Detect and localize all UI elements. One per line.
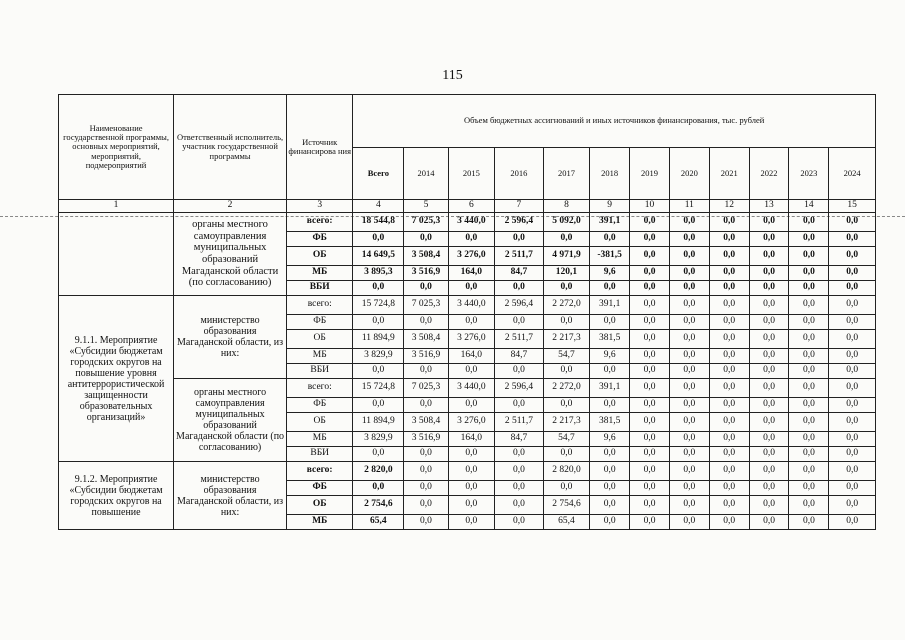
year-value-cell: 0,0 [404,496,448,515]
year-value-cell: 0,0 [749,315,789,330]
year-value-cell: 0,0 [709,398,749,413]
year-value-cell: 0,0 [448,315,494,330]
column-number: 7 [495,200,544,213]
year-value-cell: 0,0 [829,447,876,462]
year-value-cell: 0,0 [630,379,670,398]
year-value-cell: 0,0 [495,281,544,296]
year-value-cell: 2 511,7 [495,247,544,266]
source-cell: всего: [287,462,353,481]
year-value-cell: 0,0 [630,349,670,364]
column-number: 5 [404,200,448,213]
total-value-cell: 3 829,9 [353,349,404,364]
column-number: 13 [749,200,789,213]
year-value-cell: 0,0 [709,462,749,481]
year-value-cell: 0,0 [829,379,876,398]
year-value-cell: 0,0 [789,281,829,296]
year-value-cell: 0,0 [543,398,589,413]
year-value-cell: 0,0 [829,432,876,447]
source-cell: всего: [287,213,353,232]
total-value-cell: 11 894,9 [353,330,404,349]
year-value-cell: 0,0 [448,281,494,296]
year-value-cell: 0,0 [448,481,494,496]
total-value-cell: 0,0 [353,364,404,379]
total-value-cell: 0,0 [353,481,404,496]
year-value-cell: 0,0 [789,213,829,232]
year-value-cell: 0,0 [630,315,670,330]
table-row [59,213,876,232]
year-value-cell: 0,0 [630,515,670,530]
year-value-cell: 2 754,6 [543,496,589,515]
total-value-cell: 14 649,5 [353,247,404,266]
year-value-cell: 0,0 [829,398,876,413]
year-value-cell: 3 440,0 [448,213,494,232]
page-number: 115 [442,68,463,83]
year-value-cell: 0,0 [543,364,589,379]
year-value-cell: 0,0 [404,232,448,247]
year-value-cell: 0,0 [709,496,749,515]
year-value-cell: 0,0 [829,413,876,432]
source-cell: ФБ [287,398,353,413]
year-value-cell: 0,0 [789,481,829,496]
header-year: 2020 [669,148,709,200]
year-value-cell: 381,5 [590,413,630,432]
header-year: 2018 [590,148,630,200]
year-value-cell: 0,0 [669,296,709,315]
source-cell: МБ [287,515,353,530]
year-value-cell: 0,0 [590,398,630,413]
year-value-cell: 3 516,9 [404,266,448,281]
year-value-cell: 2 596,4 [495,379,544,398]
year-value-cell: 0,0 [709,266,749,281]
year-value-cell: 0,0 [829,213,876,232]
year-value-cell: 0,0 [630,398,670,413]
header-year: 2017 [543,148,589,200]
year-value-cell: 2 596,4 [495,213,544,232]
header-volume: Объем бюджетных ассигнований и иных источников финансирования, тыс. рублей [353,95,876,148]
header-name: Наименование государственной программы, основных мероприятий, мероприятий, подмероприятий [59,95,174,200]
year-value-cell: 0,0 [669,232,709,247]
column-number: 4 [353,200,404,213]
year-value-cell: 0,0 [789,349,829,364]
year-value-cell: 0,0 [749,447,789,462]
budget-table-wrapper [58,94,876,530]
year-value-cell: 0,0 [590,364,630,379]
table-row [59,379,876,398]
year-value-cell: 391,1 [590,379,630,398]
year-value-cell: 3 508,4 [404,247,448,266]
year-value-cell: 0,0 [789,496,829,515]
year-value-cell: 164,0 [448,349,494,364]
year-value-cell: 0,0 [789,462,829,481]
year-value-cell: 0,0 [669,515,709,530]
year-value-cell: 2 272,0 [543,379,589,398]
year-value-cell: 0,0 [789,315,829,330]
year-value-cell: 0,0 [749,349,789,364]
column-number: 6 [448,200,494,213]
header-year: 2014 [404,148,448,200]
source-cell: всего: [287,379,353,398]
year-value-cell: 0,0 [669,413,709,432]
year-value-cell: 0,0 [669,379,709,398]
total-value-cell: 15 724,8 [353,379,404,398]
executor-cell: органы местного самоуправления муниципальных образований Магаданской области (по согласованию) [174,213,287,296]
header-year: 2016 [495,148,544,200]
year-value-cell: 0,0 [495,496,544,515]
year-value-cell: 0,0 [630,462,670,481]
column-number: 10 [630,200,670,213]
year-value-cell: 0,0 [829,349,876,364]
year-value-cell: 0,0 [404,364,448,379]
year-value-cell: 0,0 [709,364,749,379]
program-name-cell [59,213,174,296]
year-value-cell: 0,0 [829,330,876,349]
year-value-cell: 0,0 [829,364,876,379]
year-value-cell: 0,0 [404,447,448,462]
column-number: 1 [59,200,174,213]
year-value-cell: 65,4 [543,515,589,530]
year-value-cell: -381,5 [590,247,630,266]
year-value-cell: 0,0 [669,447,709,462]
year-value-cell: 0,0 [749,213,789,232]
source-cell: всего: [287,296,353,315]
year-value-cell: 0,0 [789,515,829,530]
header-year: 2023 [789,148,829,200]
year-value-cell: 3 516,9 [404,349,448,364]
year-value-cell: 0,0 [829,496,876,515]
year-value-cell: 0,0 [669,481,709,496]
year-value-cell: 0,0 [448,398,494,413]
year-value-cell: 0,0 [709,330,749,349]
header-year: 2015 [448,148,494,200]
year-value-cell: 0,0 [749,496,789,515]
year-value-cell: 4 971,9 [543,247,589,266]
year-value-cell: 0,0 [630,447,670,462]
year-value-cell: 0,0 [669,398,709,413]
year-value-cell: 0,0 [448,515,494,530]
year-value-cell: 5 092,0 [543,213,589,232]
total-value-cell: 65,4 [353,515,404,530]
column-number: 2 [174,200,287,213]
year-value-cell: 9,6 [590,349,630,364]
program-name-cell: 9.1.2. Мероприятие «Субсидии бюджетам городских округов на повышение [59,462,174,530]
total-value-cell: 3 895,3 [353,266,404,281]
year-value-cell: 0,0 [669,315,709,330]
year-value-cell: 0,0 [749,398,789,413]
source-cell: ФБ [287,481,353,496]
year-value-cell: 0,0 [789,364,829,379]
year-value-cell: 0,0 [789,379,829,398]
year-value-cell: 3 276,0 [448,330,494,349]
year-value-cell: 0,0 [829,515,876,530]
year-value-cell: 0,0 [749,330,789,349]
year-value-cell: 2 511,7 [495,413,544,432]
year-value-cell: 0,0 [749,296,789,315]
year-value-cell: 0,0 [749,232,789,247]
year-value-cell: 0,0 [789,232,829,247]
total-value-cell: 2 754,6 [353,496,404,515]
year-value-cell: 0,0 [404,481,448,496]
source-cell: МБ [287,266,353,281]
year-value-cell: 0,0 [789,247,829,266]
year-value-cell: 0,0 [448,232,494,247]
total-value-cell: 18 544,8 [353,213,404,232]
header-total: Всего [353,148,404,200]
year-value-cell: 0,0 [495,315,544,330]
year-value-cell: 0,0 [495,364,544,379]
year-value-cell: 0,0 [709,349,749,364]
year-value-cell: 0,0 [709,413,749,432]
year-value-cell: 0,0 [829,247,876,266]
year-value-cell: 0,0 [669,247,709,266]
total-value-cell: 0,0 [353,447,404,462]
year-value-cell: 0,0 [630,413,670,432]
year-value-cell: 0,0 [630,281,670,296]
year-value-cell: 9,6 [590,432,630,447]
year-value-cell: 120,1 [543,266,589,281]
year-value-cell: 0,0 [709,213,749,232]
year-value-cell: 381,5 [590,330,630,349]
year-value-cell: 0,0 [543,281,589,296]
source-cell: ОБ [287,330,353,349]
year-value-cell: 0,0 [404,515,448,530]
year-value-cell: 84,7 [495,349,544,364]
year-value-cell: 0,0 [789,266,829,281]
header-year: 2021 [709,148,749,200]
year-value-cell: 0,0 [669,281,709,296]
year-value-cell: 3 276,0 [448,413,494,432]
column-number: 12 [709,200,749,213]
year-value-cell: 84,7 [495,432,544,447]
source-cell: ФБ [287,315,353,330]
year-value-cell: 0,0 [630,496,670,515]
year-value-cell: 0,0 [669,213,709,232]
year-value-cell: 2 217,3 [543,330,589,349]
year-value-cell: 3 440,0 [448,379,494,398]
year-value-cell: 0,0 [630,266,670,281]
table-row [59,296,876,315]
header-source: Источник финансирова ния [287,95,353,200]
total-value-cell: 11 894,9 [353,413,404,432]
year-value-cell: 0,0 [709,247,749,266]
year-value-cell: 3 508,4 [404,330,448,349]
year-value-cell: 3 440,0 [448,296,494,315]
source-cell: ФБ [287,232,353,247]
header-year: 2019 [630,148,670,200]
total-value-cell: 3 829,9 [353,432,404,447]
executor-cell: министерство образования Магаданской области, из них: [174,296,287,379]
total-value-cell: 0,0 [353,398,404,413]
year-value-cell: 0,0 [543,232,589,247]
year-value-cell: 0,0 [404,398,448,413]
year-value-cell: 0,0 [709,296,749,315]
year-value-cell: 0,0 [590,447,630,462]
year-value-cell: 0,0 [829,481,876,496]
year-value-cell: 0,0 [669,364,709,379]
year-value-cell: 0,0 [829,266,876,281]
year-value-cell: 164,0 [448,432,494,447]
year-value-cell: 7 025,3 [404,213,448,232]
column-number: 15 [829,200,876,213]
year-value-cell: 0,0 [789,447,829,462]
year-value-cell: 0,0 [669,462,709,481]
year-value-cell: 0,0 [749,481,789,496]
year-value-cell: 0,0 [789,413,829,432]
year-value-cell: 0,0 [404,462,448,481]
table-row [59,462,876,481]
year-value-cell: 0,0 [630,330,670,349]
year-value-cell: 9,6 [590,266,630,281]
year-value-cell: 0,0 [749,266,789,281]
year-value-cell: 0,0 [495,398,544,413]
year-value-cell: 54,7 [543,432,589,447]
total-value-cell: 2 820,0 [353,462,404,481]
year-value-cell: 0,0 [630,213,670,232]
header-year: 2022 [749,148,789,200]
total-value-cell: 15 724,8 [353,296,404,315]
year-value-cell: 0,0 [448,364,494,379]
year-value-cell: 84,7 [495,266,544,281]
year-value-cell: 0,0 [590,515,630,530]
year-value-cell: 0,0 [590,481,630,496]
source-cell: ОБ [287,496,353,515]
year-value-cell: 0,0 [404,281,448,296]
year-value-cell: 0,0 [749,515,789,530]
year-value-cell: 2 511,7 [495,330,544,349]
year-value-cell: 0,0 [709,232,749,247]
year-value-cell: 2 217,3 [543,413,589,432]
source-cell: ОБ [287,413,353,432]
year-value-cell: 7 025,3 [404,296,448,315]
year-value-cell: 0,0 [789,398,829,413]
year-value-cell: 391,1 [590,213,630,232]
column-number: 8 [543,200,589,213]
year-value-cell: 0,0 [630,296,670,315]
year-value-cell: 0,0 [829,232,876,247]
year-value-cell: 0,0 [448,447,494,462]
column-number: 11 [669,200,709,213]
year-value-cell: 0,0 [590,232,630,247]
column-number: 3 [287,200,353,213]
program-name-cell: 9.1.1. Мероприятие «Субсидии бюджетам городских округов на повышение уровня антитеррористической защищенности образовательных организаций» [59,296,174,462]
year-value-cell: 0,0 [590,462,630,481]
header-executor: Ответственный исполнитель, участник государственной программы [174,95,287,200]
year-value-cell: 0,0 [789,296,829,315]
year-value-cell: 0,0 [630,432,670,447]
column-number: 14 [789,200,829,213]
year-value-cell: 0,0 [749,379,789,398]
year-value-cell: 0,0 [749,247,789,266]
year-value-cell: 0,0 [829,296,876,315]
source-cell: МБ [287,349,353,364]
source-cell: ВБИ [287,364,353,379]
executor-cell: органы местного самоуправления муниципальных образований Магаданской области (по согласованию) [174,379,287,462]
source-cell: ВБИ [287,281,353,296]
year-value-cell: 0,0 [669,266,709,281]
year-value-cell: 0,0 [669,496,709,515]
total-value-cell: 0,0 [353,232,404,247]
year-value-cell: 3 508,4 [404,413,448,432]
year-value-cell: 0,0 [543,447,589,462]
year-value-cell: 2 272,0 [543,296,589,315]
year-value-cell: 0,0 [590,281,630,296]
year-value-cell: 0,0 [590,315,630,330]
year-value-cell: 0,0 [829,462,876,481]
year-value-cell: 0,0 [789,432,829,447]
year-value-cell: 391,1 [590,296,630,315]
year-value-cell: 0,0 [495,481,544,496]
year-value-cell: 0,0 [404,315,448,330]
year-value-cell: 0,0 [709,379,749,398]
year-value-cell: 2 820,0 [543,462,589,481]
year-value-cell: 0,0 [630,232,670,247]
year-value-cell: 0,0 [448,496,494,515]
year-value-cell: 3 516,9 [404,432,448,447]
year-value-cell: 54,7 [543,349,589,364]
year-value-cell: 0,0 [669,330,709,349]
source-cell: ВБИ [287,447,353,462]
source-cell: ОБ [287,247,353,266]
year-value-cell: 0,0 [590,496,630,515]
year-value-cell: 0,0 [829,315,876,330]
year-value-cell: 2 596,4 [495,296,544,315]
year-value-cell: 0,0 [709,315,749,330]
executor-cell: министерство образования Магаданской области, из них: [174,462,287,530]
year-value-cell: 0,0 [749,364,789,379]
year-value-cell: 0,0 [749,413,789,432]
year-value-cell: 0,0 [709,447,749,462]
year-value-cell: 0,0 [495,232,544,247]
year-value-cell: 0,0 [630,247,670,266]
total-value-cell: 0,0 [353,315,404,330]
year-value-cell: 0,0 [543,481,589,496]
year-value-cell: 0,0 [495,462,544,481]
budget-table [58,94,876,530]
source-cell: МБ [287,432,353,447]
year-value-cell: 3 276,0 [448,247,494,266]
year-value-cell: 0,0 [495,515,544,530]
year-value-cell: 0,0 [709,281,749,296]
year-value-cell: 0,0 [448,462,494,481]
year-value-cell: 0,0 [630,364,670,379]
year-value-cell: 0,0 [789,330,829,349]
year-value-cell: 0,0 [829,281,876,296]
year-value-cell: 7 025,3 [404,379,448,398]
year-value-cell: 0,0 [495,447,544,462]
year-value-cell: 0,0 [749,462,789,481]
header-year: 2024 [829,148,876,200]
year-value-cell: 0,0 [669,432,709,447]
year-value-cell: 0,0 [709,432,749,447]
year-value-cell: 0,0 [630,481,670,496]
year-value-cell: 0,0 [709,515,749,530]
column-number: 9 [590,200,630,213]
year-value-cell: 0,0 [669,349,709,364]
year-value-cell: 0,0 [709,481,749,496]
year-value-cell: 0,0 [749,281,789,296]
year-value-cell: 0,0 [749,432,789,447]
year-value-cell: 0,0 [543,315,589,330]
total-value-cell: 0,0 [353,281,404,296]
year-value-cell: 164,0 [448,266,494,281]
